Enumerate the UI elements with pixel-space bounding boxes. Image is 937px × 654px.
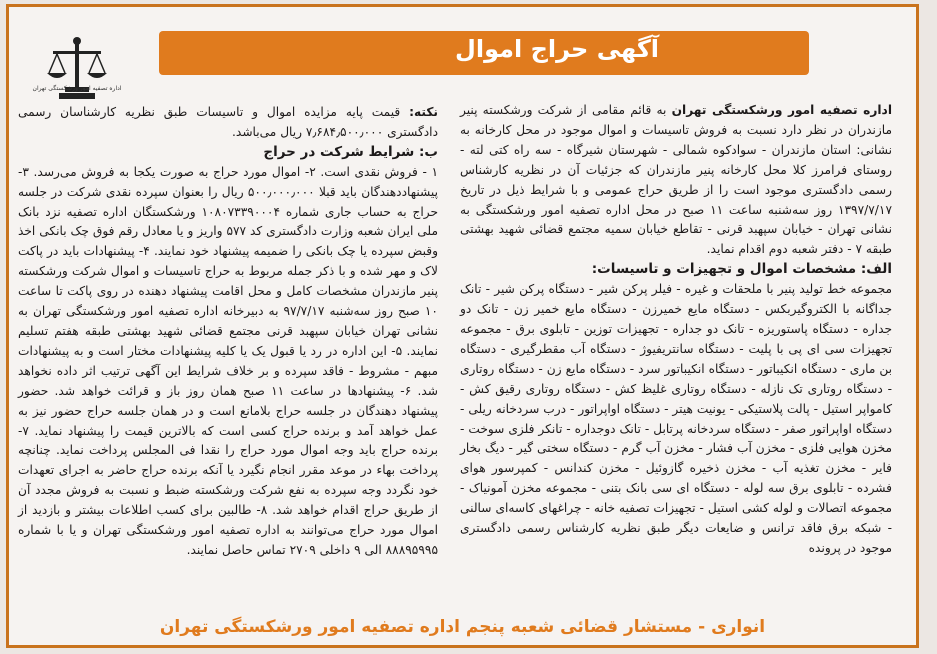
- title-banner: [159, 31, 809, 75]
- intro-bold: اداره تصفیه امور ورشکستگی تهران: [671, 103, 892, 117]
- section-b-heading: ب: شرایط شرکت در حراج: [263, 143, 438, 160]
- logo-caption: اداره تصفیه امور ورشکستگی تهران: [32, 85, 122, 92]
- right-column: [460, 101, 892, 559]
- note-text: قیمت پایه مزایده اموال و تاسیسات طبق نظریه کارشناسان رسمی دادگستری ۷٫۶۸۴٫۵۰۰٫۰۰۰ ریال می‌باشد.: [18, 105, 438, 139]
- side-margin-note: [0, 330, 16, 650]
- intro-text: به قائم مقامی از شرکت ورشکسته پنیر مازندران در نظر دارد نسبت به فروش تاسیسات و اموال موجود در محل کارخانه به نشانی: استان مازندران - سوادکوه شمالی - شهرستان شیرگاه - سه راه کتی لته - روستای فرامرز کلا محل کارخانه پنیر مازندران که جزئیات آن در نظریه کارشناس رسمی دادگستری موجود است را از طریق حراج عمومی و با شرایط ذیل در تاریخ ۱۳۹۷/۷/۱۷ روز سه‌شنبه ساعت ۱۱ صبح در محل اداره تصفیه امور ورشکستگی به نشانی تهران - خیابان سپهبد قرنی - تقاطع خیابان سمیه مجتمع قضائی شهید بهشتی طبقه ۷ - دفتر شعبه دوم اقدام نماید.: [460, 103, 892, 257]
- left-column: [18, 103, 438, 561]
- signature-line: انواری - مستشار قضائی شعبه پنجم اداره تصفیه امور ورشکستگی تهران: [159, 617, 766, 637]
- intro-paragraph: [460, 101, 892, 260]
- note-paragraph: [18, 103, 438, 143]
- page-title: آگهی حراج اموال: [455, 35, 659, 63]
- note-label: نکته:: [409, 105, 438, 119]
- items-list: مجموعه خط تولید پنیر با ملحقات و غیره - فیلر پرکن شیر - دستگاه پرکن شیر - تانک جداگانه با الکتروگیربکس - دستگاه مایع خمیرزن - دستگاه مایع خمیر زن - تانک دو جداره - دستگاه پاستوریزه - تانک دو جداره - تجهیزات توزین - تابلوی برق - مجموعه تجهیزات سی ای پی با پلیت - دستگاه سانتریفیوژ - دستگاه آب مقطرگیری - دستگاه بن ماری - دستگاه انکیباتور - دستگاه انکیباتور سرد - دستگاه مایع زن - دستگاه روتاری - دستگاه روتاری تک نازله - دستگاه روتاری غلیظ کش - دستگاه روتاری رقیق کش - کامواپر استیل - پالت پلاستیکی - یونیت هیتر - دستگاه اواپراتور - درب سردخانه ریلی - دستگاه اواپراتور صفر - دستگاه سردخانه پرتابل - تانک دوجداره - تانکر فلزی سوخت - مخزن هوایی فلزی - مخزن آب فشار - مخزن آب گرم - دستگاه سختی گیر - دیگ بخار فایر - مخزن تغذیه آب - مخزن ذخیره گازوئیل - مخزن کندانس - کمپرسور هوای فشرده - تابلوی برق سه لوله - دستگاه ای سی بانک بتنی - مجموعه مخزن آمونیاک - مجموعه اتصالات و لوله کشی استیل - تجهیزات تصفیه خانه - چراغهای کاسه‌ای سالنی - شبکه برق فاقد ترانس و ضایعات دیگر طبق نظریه کارشناس رسمی دادگستری موجود در پرونده: [460, 282, 892, 555]
- section-a-heading: الف: مشخصات اموال و تجهیزات و تاسیسات:: [591, 261, 892, 278]
- notice-frame: [6, 4, 919, 648]
- conditions-text: ۱ - فروش نقدی است. ۲- اموال مورد حراج به صورت یکجا به فروش می‌رسد. ۳- پیشنهاددهندگان باید قبلا ۵۰۰٫۰۰۰٫۰۰۰ ریال را بعنوان سپرده نقدی شرکت در جلسه حراج به حساب جاری شماره ۱۰۸۰۷۳۳۹۰۰۰۴ ورشکستگان اداره تصفیه نزد بانک ملی ایران شعبه وزارت دادگستری کد ۵۷۷ واریز و یا معادل رقم فوق چک بانکی اخذ وقبض سپرده یا چک بانکی را ضمیمه پیشنهاد خود نمایند. ۴- پیشنهادات باید در پاکت لاک و مهر شده و با ذکر جمله مربوط به حراج تاسیسات و اموال شرکت ورشکسته پنیر مازندران مشخصات کامل و محل اقامت پیشنهاد دهنده در روی پاکت تا ساعت ۱۰ صبح روز سه‌شنبه ۹۷/۷/۱۷ به دبیرخانه اداره تصفیه امور ورشکستگی تهران به نشانی تهران خیابان سپهبد قرنی مجتمع قضائی شهید بهشتی طبقه هفتم تسلیم نمایند. ۵- این اداره در رد یا قبول یک یا کلیه پیشنهادات مختار است و به پیشنهادات مبهم - مشروط - فاقد سپرده و بر خلاف شرایط این آگهی ترتیب اثر داده نخواهد شد. ۶- پیشنهادها در ساعت ۱۱ صبح همان روز باز و قرائت خواهد شد. حضور پیشنهاد دهندگان در جلسه حراج بلامانع است و در همان جلسه حراج حضور نیز به عمل خواهد آمد و برنده حراج کسی است که بالاترین قیمت را پیشنهاد نماید. ۷- برنده حراج باید وجه اموال مورد حراج را نقدا فی المجلس پرداخت نماید. چنانچه پرداخت بهاء در موعد مقرر انجام نگیرد یا آنکه برنده حراج حاضر به اجرای تعهدات خود نگردد وجه سپرده به نفع شرکت ورشکسته ضبط و نسبت به فروش مجدد آن از طریق حراج اقدام خواهد شد. ۸- طالبین برای کسب اطلاعات بیشتر و بازدید از اموال مورد حراج می‌توانند به اداره تصفیه امور ورشکستگی تهران و یا با شماره ۸۸۸۹۵۹۹۵ الی ۹ داخلی ۲۷۰۹ تماس حاصل نمایند.: [18, 164, 438, 557]
